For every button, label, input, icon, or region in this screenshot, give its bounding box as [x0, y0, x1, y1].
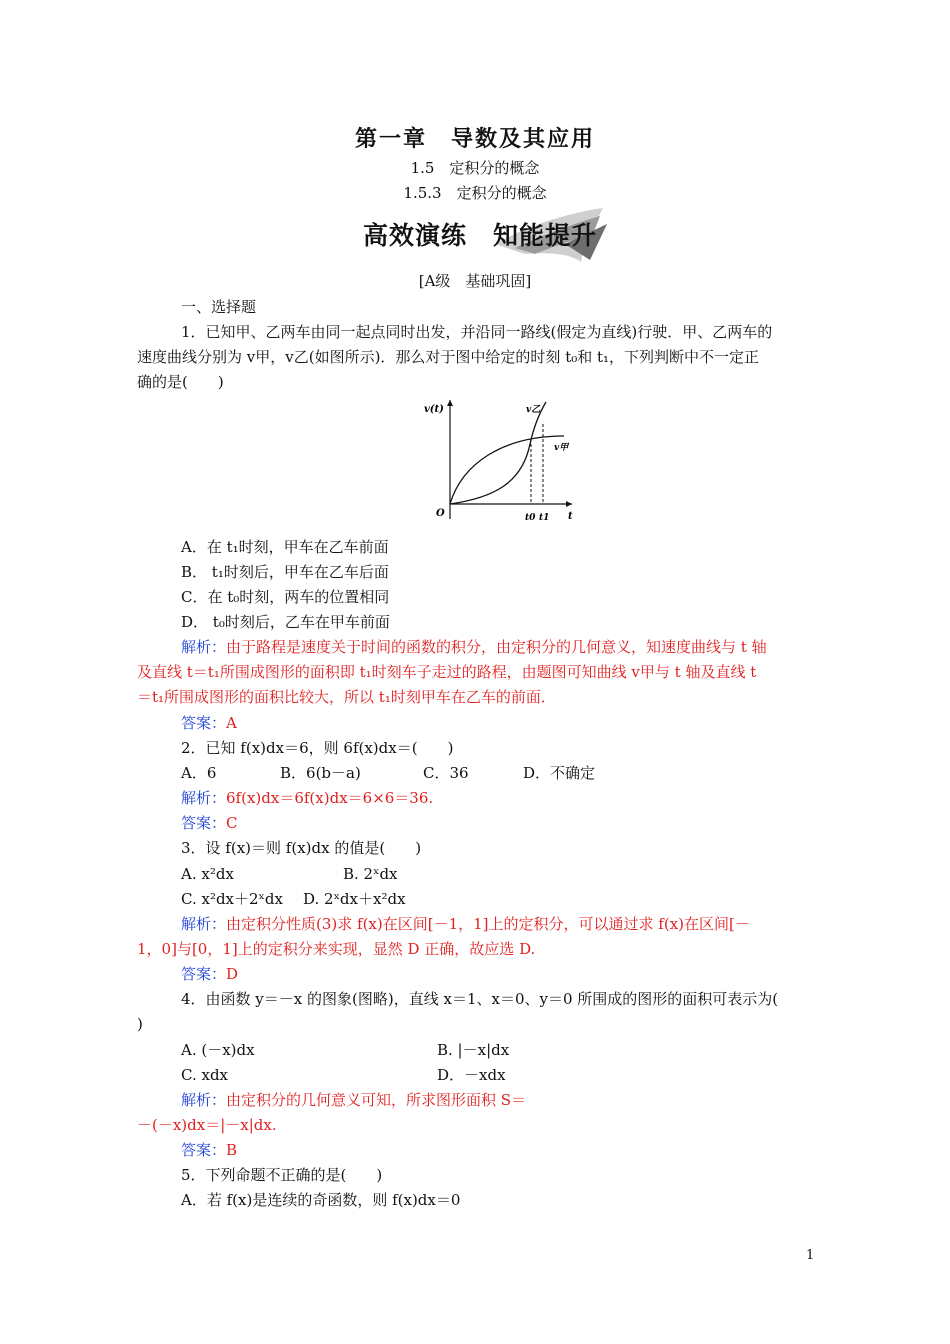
- q4-analysis-line-1: [181, 1088, 861, 1113]
- q2-answer: [181, 811, 861, 836]
- q1-analysis-line-1: [181, 635, 861, 660]
- x-axis-label: t: [568, 511, 573, 522]
- analysis-label: 解析：: [181, 638, 227, 656]
- q2-analysis: [181, 786, 861, 811]
- q4-option-a: A. (－x)dx: [181, 1041, 255, 1059]
- q2-stem: 2．已知 f(x)dx＝6，则 6f(x)dx＝( ): [181, 739, 454, 757]
- answer-value: D: [226, 965, 239, 983]
- q4-analysis-line-2: －(－x)dx＝|－x|dx.: [137, 1116, 277, 1134]
- curve-yi: [450, 402, 546, 504]
- q3-answer: [181, 962, 861, 987]
- q4-option-c: C. xdx: [181, 1066, 228, 1084]
- answer-label: 答案：: [181, 714, 227, 732]
- analysis-label: 解析：: [181, 915, 227, 933]
- q3-analysis-line-1: [181, 912, 861, 937]
- q1-stem-line-2: 速度曲线分别为 v甲，v乙(如图所示)．那么对于图中给定的时刻 t₀和 t₁，下列判断中不一定正: [137, 348, 760, 366]
- velocity-figure: [422, 394, 582, 529]
- q1-stem-line-1: 1．已知甲、乙两车由同一起点同时出发，并沿同一路线(假定为直线)行驶．甲、乙两车的: [181, 323, 773, 341]
- q5-option-a: A．若 f(x)是连续的奇函数，则 f(x)dx＝0: [181, 1191, 461, 1209]
- q1-analysis-line-2: 及直线 t＝t₁所围成图形的面积即 t₁时刻车子走过的路程，由题图可知曲线 v甲与 t 轴及直线 t: [137, 663, 757, 681]
- analysis-text: 6f(x)dx＝6f(x)dx＝6×6＝36.: [226, 789, 434, 807]
- answer-label: 答案：: [181, 814, 227, 832]
- curve-yi-label: v乙: [526, 405, 541, 415]
- q2-option-a: A．6: [181, 764, 217, 782]
- q3-option-d: D. 2ˣdx＋x²dx: [303, 890, 406, 908]
- answer-value: B: [226, 1141, 238, 1159]
- analysis-text: 由于路程是速度关于时间的函数的积分，由定积分的几何意义，知速度曲线与 t 轴: [226, 638, 767, 656]
- q4-stem-line-1: 4．由函数 y＝－x 的图象(图略)，直线 x＝1、x＝0、y＝0 所围成的图形的面积可表示为(: [181, 990, 779, 1008]
- level-heading: [A级 基础巩固]: [418, 272, 532, 290]
- subsection-title: 1.5.3 定积分的概念: [403, 184, 547, 202]
- y-axis-label: v(t): [424, 404, 444, 415]
- q1-option-c: C．在 t₀时刻，两车的位置相同: [181, 588, 390, 606]
- q3-option-a: A. x²dx: [181, 865, 234, 883]
- q3-option-b: B. 2ˣdx: [343, 865, 398, 883]
- q4-option-b: B. |－x|dx: [437, 1041, 510, 1059]
- answer-value: A: [226, 714, 237, 732]
- q2-option-c: C．36: [423, 764, 469, 782]
- part-heading: 一、选择题: [181, 298, 257, 316]
- t1-label: t1: [539, 513, 550, 523]
- q3-analysis-line-2: 1，0]与[0，1]上的定积分来实现，显然 D 正确，故应选 D.: [137, 940, 536, 958]
- q5-stem: 5．下列命题不正确的是( ): [181, 1166, 383, 1184]
- q4-stem-line-2: ): [137, 1015, 143, 1033]
- velocity-graph: [422, 394, 582, 529]
- q4-option-d: D．－xdx: [437, 1066, 506, 1084]
- curve-jia-label: v甲: [554, 443, 569, 453]
- page-number: 1: [806, 1248, 815, 1263]
- analysis-text: 由定积分性质(3)求 f(x)在区间[－1，1]上的定积分，可以通过求 f(x)在区间[－: [226, 915, 750, 933]
- q1-answer: [181, 711, 861, 736]
- q3-option-c: C. x²dx＋2ˣdx: [181, 890, 283, 908]
- q3-stem: 3．设 f(x)＝则 f(x)dx 的值是( ): [181, 839, 422, 857]
- q1-option-b: B． t₁时刻后，甲车在乙车后面: [181, 563, 389, 581]
- banner-text: 高效演练 知能提升: [363, 221, 598, 250]
- chapter-title: 第一章 导数及其应用: [354, 126, 595, 152]
- q4-answer: [181, 1138, 861, 1163]
- section-title: 1.5 定积分的概念: [410, 159, 540, 177]
- q1-option-d: D． t₀时刻后，乙车在甲车前面: [181, 613, 390, 631]
- q2-option-b: B．6(b－a): [280, 764, 361, 782]
- answer-label: 答案：: [181, 965, 227, 983]
- analysis-text: 由定积分的几何意义可知，所求图形面积 S＝: [226, 1091, 527, 1109]
- q1-option-a: A．在 t₁时刻，甲车在乙车前面: [181, 538, 389, 556]
- origin-label: O: [436, 508, 445, 519]
- q1-analysis-line-3: ＝t₁所围成图形的面积比较大，所以 t₁时刻甲车在乙车的前面．: [137, 688, 556, 706]
- q2-option-d: D．不确定: [523, 764, 596, 782]
- t0-label: t0: [525, 513, 536, 523]
- v-axis-arrow: [447, 400, 453, 406]
- t-axis-arrow: [566, 501, 572, 507]
- analysis-label: 解析：: [181, 789, 227, 807]
- analysis-label: 解析：: [181, 1091, 227, 1109]
- practice-banner: [345, 204, 610, 266]
- q1-stem-line-3: 确的是( ): [137, 373, 224, 391]
- answer-label: 答案：: [181, 1141, 227, 1159]
- answer-value: C: [226, 814, 238, 832]
- curve-jia: [450, 436, 564, 504]
